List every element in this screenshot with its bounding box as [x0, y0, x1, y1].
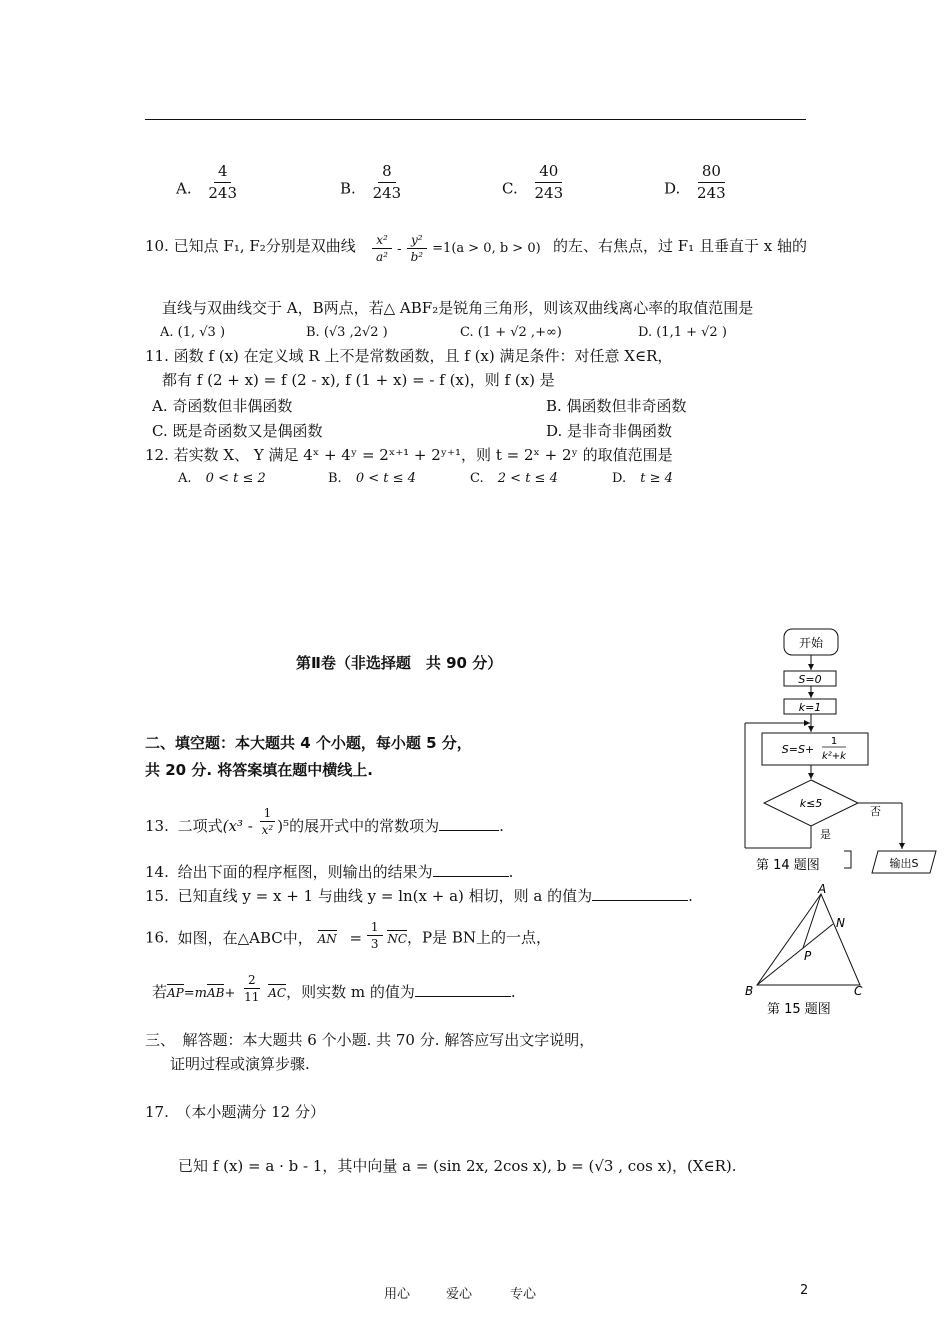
triangle-abc	[757, 894, 860, 985]
q10-opt-c: C. (1 + √2 ,+∞)	[460, 325, 562, 340]
q9-opt-c	[502, 162, 567, 203]
q12-opt-a: A. 0 < t ≤ 2	[178, 471, 266, 486]
flowchart-s0-label: S=0	[798, 673, 822, 686]
q10-hyperbola-equation: $\frac{\text{x²}}{\text{a²}}$ - $\frac{\text{y²}}{\text{b²}}$ =1(a > 0, b > 0)	[372, 233, 541, 264]
q11-line1: 11. 函数 f (x) 在定义域 R 上不是常数函数，且 f (x) 满足条件：对任意 X∈R，	[145, 347, 673, 365]
answer-blank[interactable]	[592, 900, 688, 901]
section3-line2: 证明过程或演算步骤.	[170, 1055, 310, 1073]
option-label: A.	[176, 179, 192, 198]
section2-heading-line1: 二、填空题：本大题共 4 个小题，每小题 5 分，	[145, 734, 472, 752]
fraction: $\frac{1}{\text{x²}}$	[258, 806, 278, 837]
footer-word-3: 专心	[510, 1287, 537, 1302]
question-14: 14. 给出下面的程序框图，则输出的结果为 .	[145, 863, 514, 881]
option-label: B.	[340, 179, 356, 198]
section3-line1: 三、 解答题：本大题共 6 个小题. 共 70 分. 解答应写出文字说明，	[145, 1031, 595, 1049]
header-rule	[145, 119, 806, 120]
vector-ap: AP	[167, 986, 184, 1000]
option-label: C.	[502, 179, 518, 198]
answer-blank[interactable]	[433, 876, 509, 877]
section2-heading-line2: 共 20 分. 将答案填在题中横线上.	[145, 761, 373, 779]
fraction: $\frac{4}{243}$	[208, 162, 238, 202]
fraction: $\frac{2}{11}$	[244, 972, 260, 1004]
flowchart-output-label: 输出S	[889, 857, 919, 870]
question-16-line1: 16. 如图，在△ABC中， AN = $\frac{1}{3}$ NC，P是 BN上的一点，	[145, 920, 552, 951]
option-label: D.	[664, 179, 681, 198]
q10-opt-d: D. (1,1 + √2 )	[638, 325, 727, 340]
q10-opt-b: B. (√3 ,2√2 )	[306, 325, 388, 340]
flowchart-figure	[740, 622, 940, 880]
fraction: $\frac{40}{243}$	[534, 162, 564, 202]
flowchart-condition-label: k≤5	[799, 797, 823, 810]
flowchart-update-numerator: 1	[830, 736, 838, 747]
q10-line1-suffix: 的左、右焦点，过 F₁ 且垂直于 x 轴的	[553, 237, 807, 255]
q17-title: 17. （本小题满分 12 分）	[145, 1103, 325, 1121]
q9-opt-b	[340, 162, 405, 203]
q9-opt-a	[176, 162, 241, 203]
q10-line2: 直线与双曲线交于 A，B两点，若△ ABF₂是锐角三角形，则该双曲线离心率的取值范围是	[162, 299, 754, 317]
q11-opt-a: A. 奇函数但非偶函数	[152, 397, 293, 415]
fraction: $\frac{\text{x²}}{\text{a²}}$	[372, 233, 392, 264]
question-15: 15. 已知直线 y = x + 1 与曲线 y = ln(x + a) 相切，则 a 的值为 .	[145, 887, 693, 905]
fraction: $\frac{1}{3}$	[367, 920, 383, 951]
flowchart-update-node	[762, 733, 868, 765]
flowchart-update-denominator: k²+k	[822, 751, 846, 762]
flowchart-update-label: S=S+	[781, 743, 815, 756]
vector-ac: AC	[268, 986, 287, 1000]
fraction: $\frac{80}{243}$	[697, 162, 726, 202]
flowchart-no-label: 否	[870, 805, 881, 818]
figure-15-caption: 第 15 题图	[767, 1002, 831, 1017]
fraction: $\frac{8}{243}$	[372, 162, 402, 202]
q10-line1: 10. 已知点 F₁, F₂分别是双曲线	[145, 237, 356, 255]
point-n-label: N	[836, 916, 845, 930]
q11-line2: 都有 f (2 + x) = f (2 - x), f (1 + x) = - f (x)，则 f (x) 是	[162, 371, 555, 389]
q10-opt-a: A. (1, √3 )	[160, 325, 226, 340]
footer-word-2: 爱心	[446, 1287, 473, 1302]
vector-nc: NC	[387, 931, 407, 946]
q12-opt-b: B. 0 < t ≤ 4	[328, 471, 416, 486]
q12-line1: 12. 若实数 X、 Y 满足 4ˣ + 4ʸ = 2ˣ⁺¹ + 2ʸ⁺¹，则 t = 2ˣ + 2ʸ 的取值范围是	[145, 446, 673, 464]
vertex-c-label: C	[854, 984, 863, 998]
q12-opt-d: D. t ≥ 4	[612, 471, 673, 486]
q12-opt-c: C. 2 < t ≤ 4	[470, 471, 558, 486]
triangle-figure	[740, 882, 870, 1022]
q9-opt-d	[664, 162, 730, 203]
segment-bn	[757, 924, 833, 985]
vector-an: AN	[317, 931, 337, 946]
vertex-a-label: A	[818, 882, 827, 896]
q17-body: 已知 f (x) = a · b - 1，其中向量 a = (sin 2x, 2cos x), b = (√3 , cos x)，(X∈R).	[178, 1157, 737, 1175]
vertex-b-label: B	[745, 984, 754, 998]
answer-blank[interactable]	[415, 996, 511, 997]
section2-title: 第Ⅱ卷（非选择题 共 90 分）	[296, 654, 503, 672]
point-p-label: P	[804, 949, 812, 963]
answer-blank[interactable]	[439, 830, 499, 831]
flowchart-start-label: 开始	[798, 636, 824, 650]
q11-opt-b: B. 偶函数但非奇函数	[546, 397, 687, 415]
flowchart-yes-label: 是	[820, 828, 831, 841]
vector-ab: AB	[207, 986, 225, 1000]
q11-opt-d: D. 是非奇非偶函数	[546, 422, 673, 440]
flowchart-k1-label: k=1	[798, 701, 822, 714]
fraction: $\frac{\text{y²}}{\text{b²}}$	[407, 233, 428, 264]
caption-bracket	[844, 851, 851, 868]
q11-opt-c: C. 既是奇函数又是偶函数	[152, 422, 323, 440]
segment-ap	[803, 894, 821, 948]
figure-14-caption: 第 14 题图	[756, 858, 820, 873]
question-16-line2: 若AP=mAB+ $\frac{2}{11}$ AC，则实数 m 的值为 .	[152, 972, 516, 1004]
footer-word-1: 用心	[384, 1287, 411, 1302]
question-13: 13. 二项式(x³ - $\frac{1}{\text{x²}}$ )⁵的展开式中的常数项为 .	[145, 805, 504, 837]
page-number: 2	[800, 1283, 809, 1298]
